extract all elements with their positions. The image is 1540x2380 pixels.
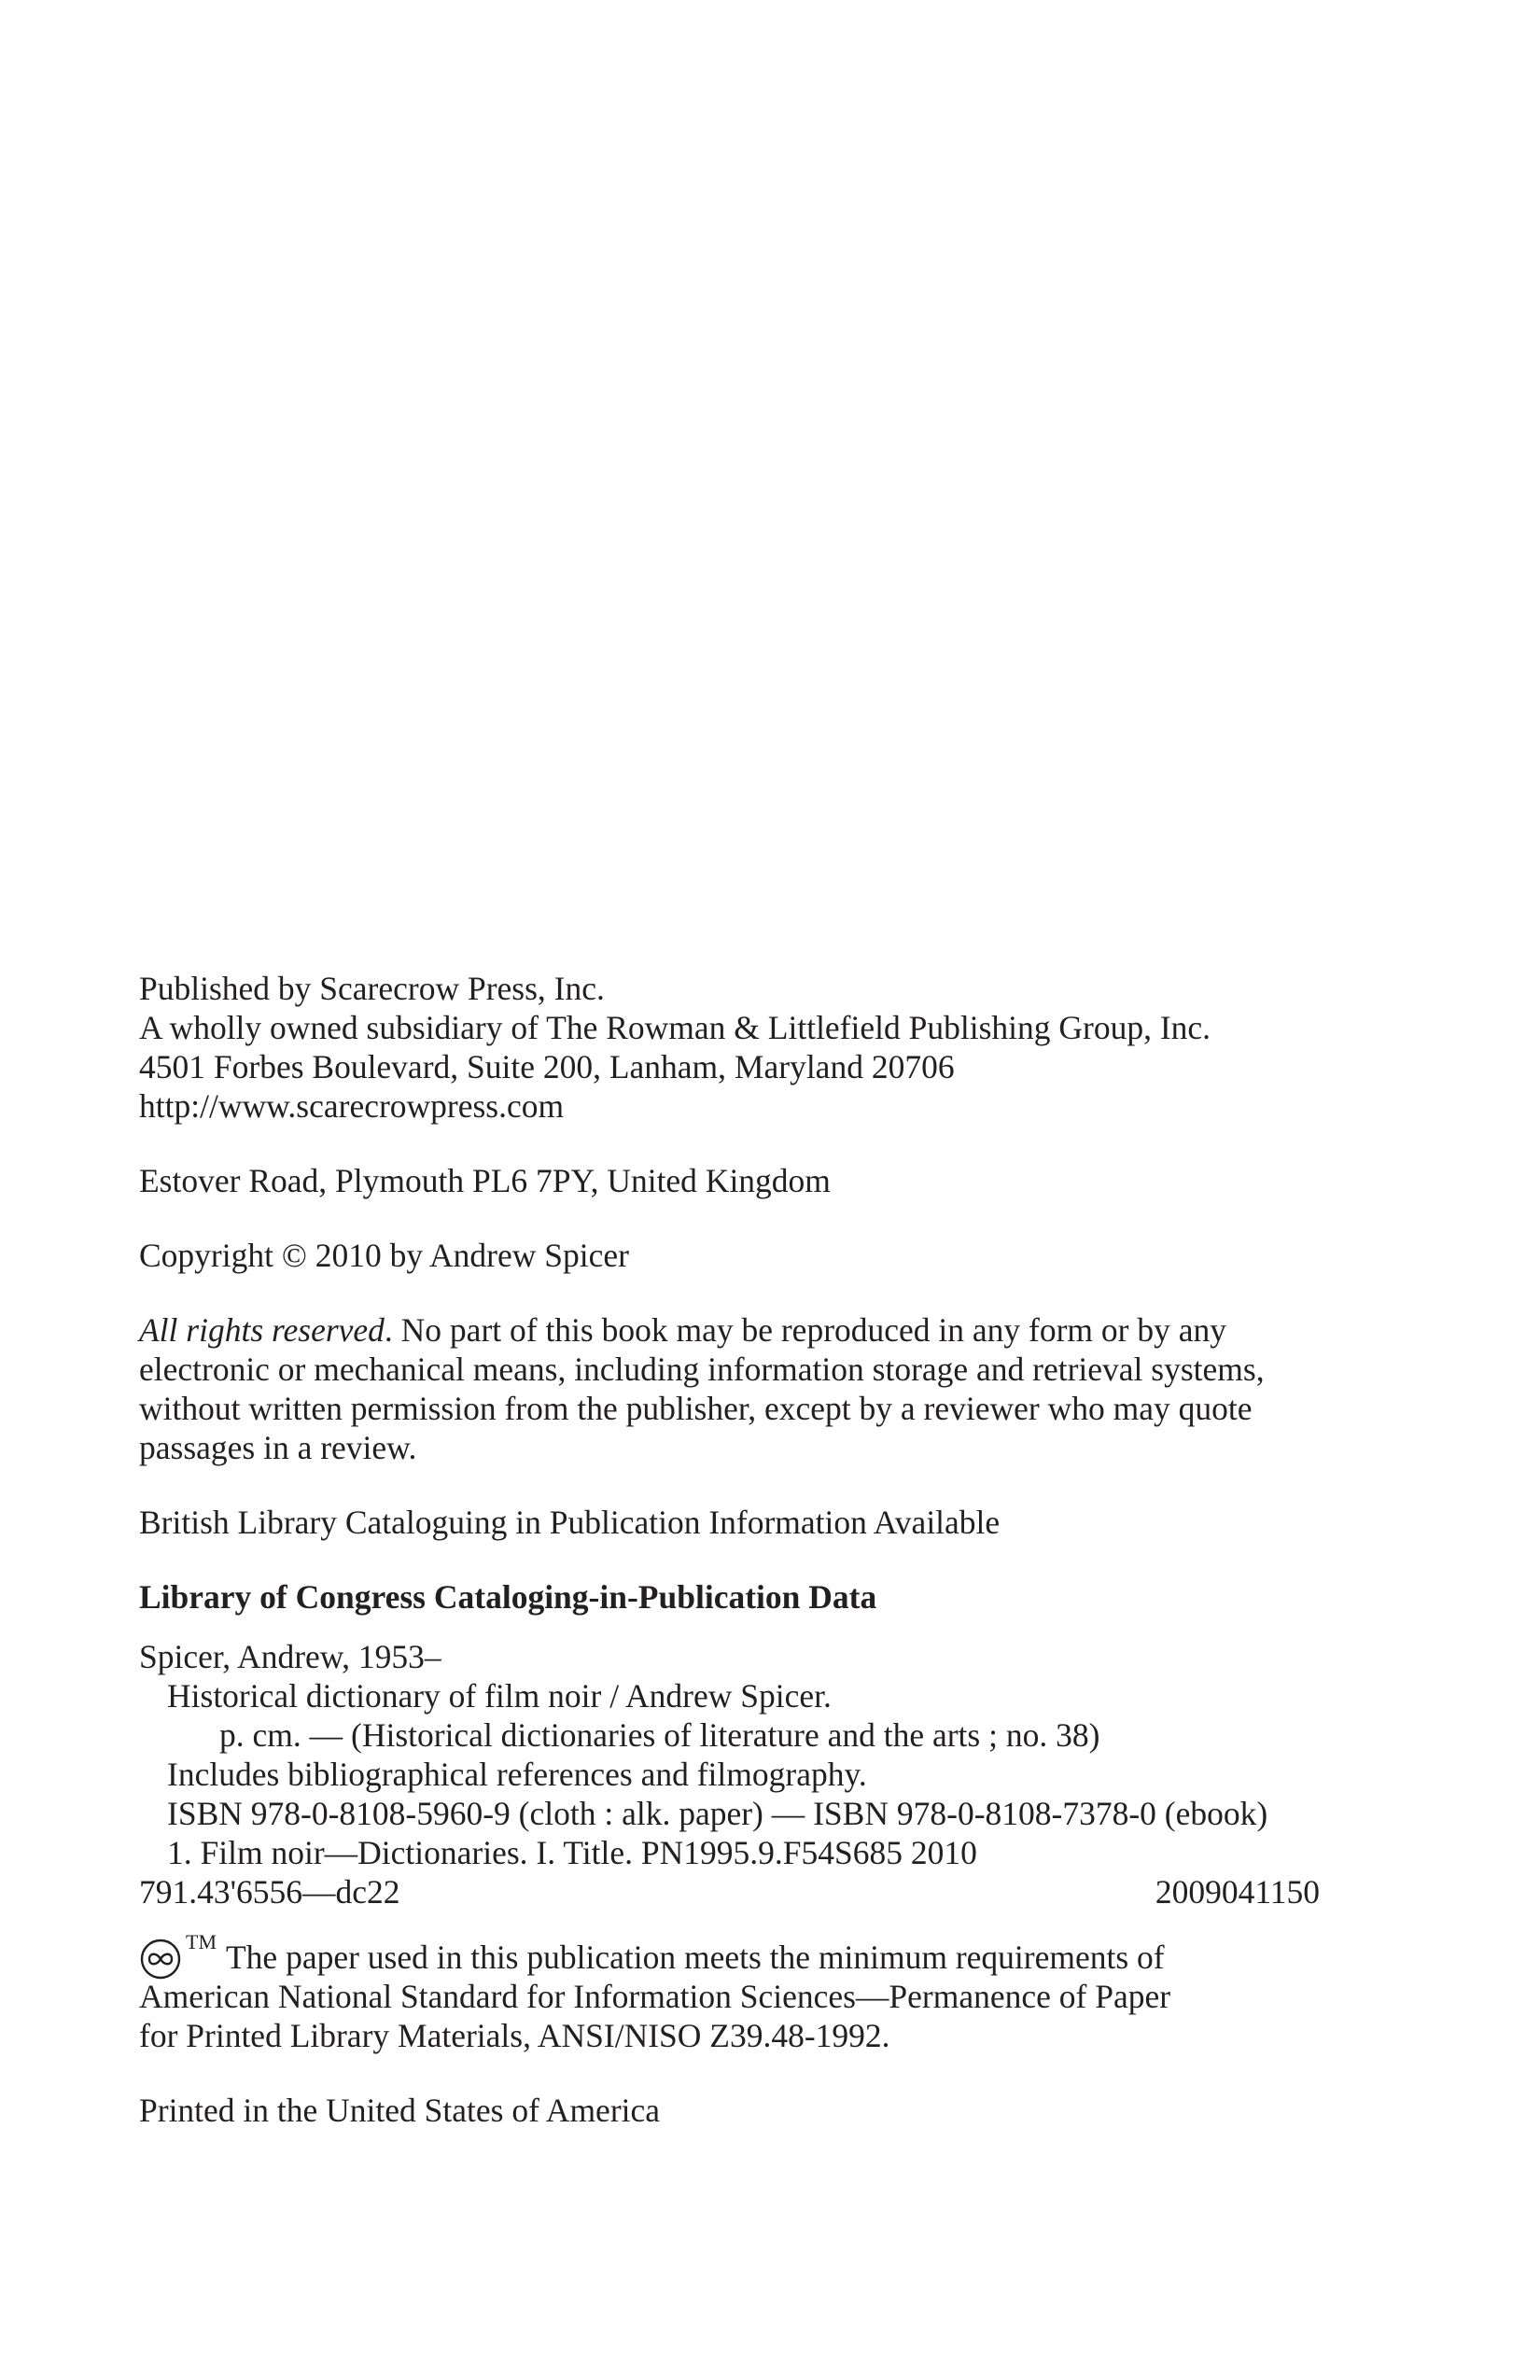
rights-line-4: passages in a review. (139, 1429, 417, 1466)
loc-subjects: 1. Film noir—Dictionaries. I. Title. PN1995.9.F54S685 2010 (167, 1834, 977, 1871)
spacer (139, 1200, 1324, 1236)
rights-italic-lead: All rights reserved (139, 1311, 385, 1349)
rights-line-2: electronic or mechanical means, including information storage and retrieval systems, (139, 1351, 1265, 1388)
loc-heading: Library of Congress Cataloging-in-Publication Data (139, 1578, 877, 1616)
spacer (139, 1275, 1324, 1310)
paper-notice-line-1: The paper used in this publication meets the minimum requirements of (226, 1939, 1165, 1976)
publisher-address: 4501 Forbes Boulevard, Suite 200, Lanham, Maryland 20706 (139, 1048, 955, 1085)
spacer (139, 1542, 1324, 1577)
loc-lccn: 2009041150 (1155, 1873, 1320, 1911)
publisher-line-2: A wholly owned subsidiary of The Rowman & Littlefield Publishing Group, Inc. (139, 1009, 1211, 1046)
spacer (139, 1617, 1324, 1637)
loc-includes: Includes bibliographical references and filmography. (167, 1756, 867, 1793)
paper-notice-line-2: American National Standard for Information Sciences—Permanence of Paper (139, 1978, 1171, 2015)
publisher-line-1: Published by Scarecrow Press, Inc. (139, 970, 605, 1007)
spacer (139, 2055, 1324, 2091)
infinity-circle-icon (139, 1930, 217, 1981)
rights-line-1 (139, 1310, 1324, 1350)
british-library-notice: British Library Cataloguing in Publication Information Available (139, 1504, 1001, 1541)
loc-isbn: ISBN 978-0-8108-5960-9 (cloth : alk. paper) — ISBN 978-0-8108-7378-0 (ebook) (167, 1795, 1268, 1832)
loc-classification-line (139, 1872, 1320, 1911)
loc-series: p. cm. — (Historical dictionaries of literature and the arts ; no. 38) (219, 1716, 1100, 1754)
loc-author: Spicer, Andrew, 1953– (139, 1638, 441, 1675)
spacer (139, 1126, 1324, 1161)
paper-notice-line-1-row (139, 1930, 1324, 1977)
rights-line-3: without written permission from the publisher, except by a reviewer who may quote (139, 1390, 1253, 1427)
loc-dewey: 791.43'6556—dc22 (139, 1873, 400, 1911)
spacer (139, 1911, 1324, 1934)
copyright-notice: Copyright © 2010 by Andrew Spicer (139, 1237, 629, 1274)
loc-title: Historical dictionary of film noir / Andrew Spicer. (167, 1677, 832, 1715)
trademark-mark: TM (186, 1930, 217, 1953)
spacer (139, 1467, 1324, 1503)
copyright-block (139, 969, 1324, 2130)
rights-line-1-rest: . No part of this book may be reproduced in any form or by any (384, 1311, 1226, 1349)
uk-address: Estover Road, Plymouth PL6 7PY, United Kingdom (139, 1162, 831, 1199)
publisher-url: http://www.scarecrowpress.com (139, 1087, 565, 1125)
printed-in: Printed in the United States of America (139, 2092, 661, 2129)
paper-notice-line-3: for Printed Library Materials, ANSI/NISO Z39.48-1992. (139, 2017, 890, 2054)
paper-permanence-notice (139, 1930, 1324, 2055)
